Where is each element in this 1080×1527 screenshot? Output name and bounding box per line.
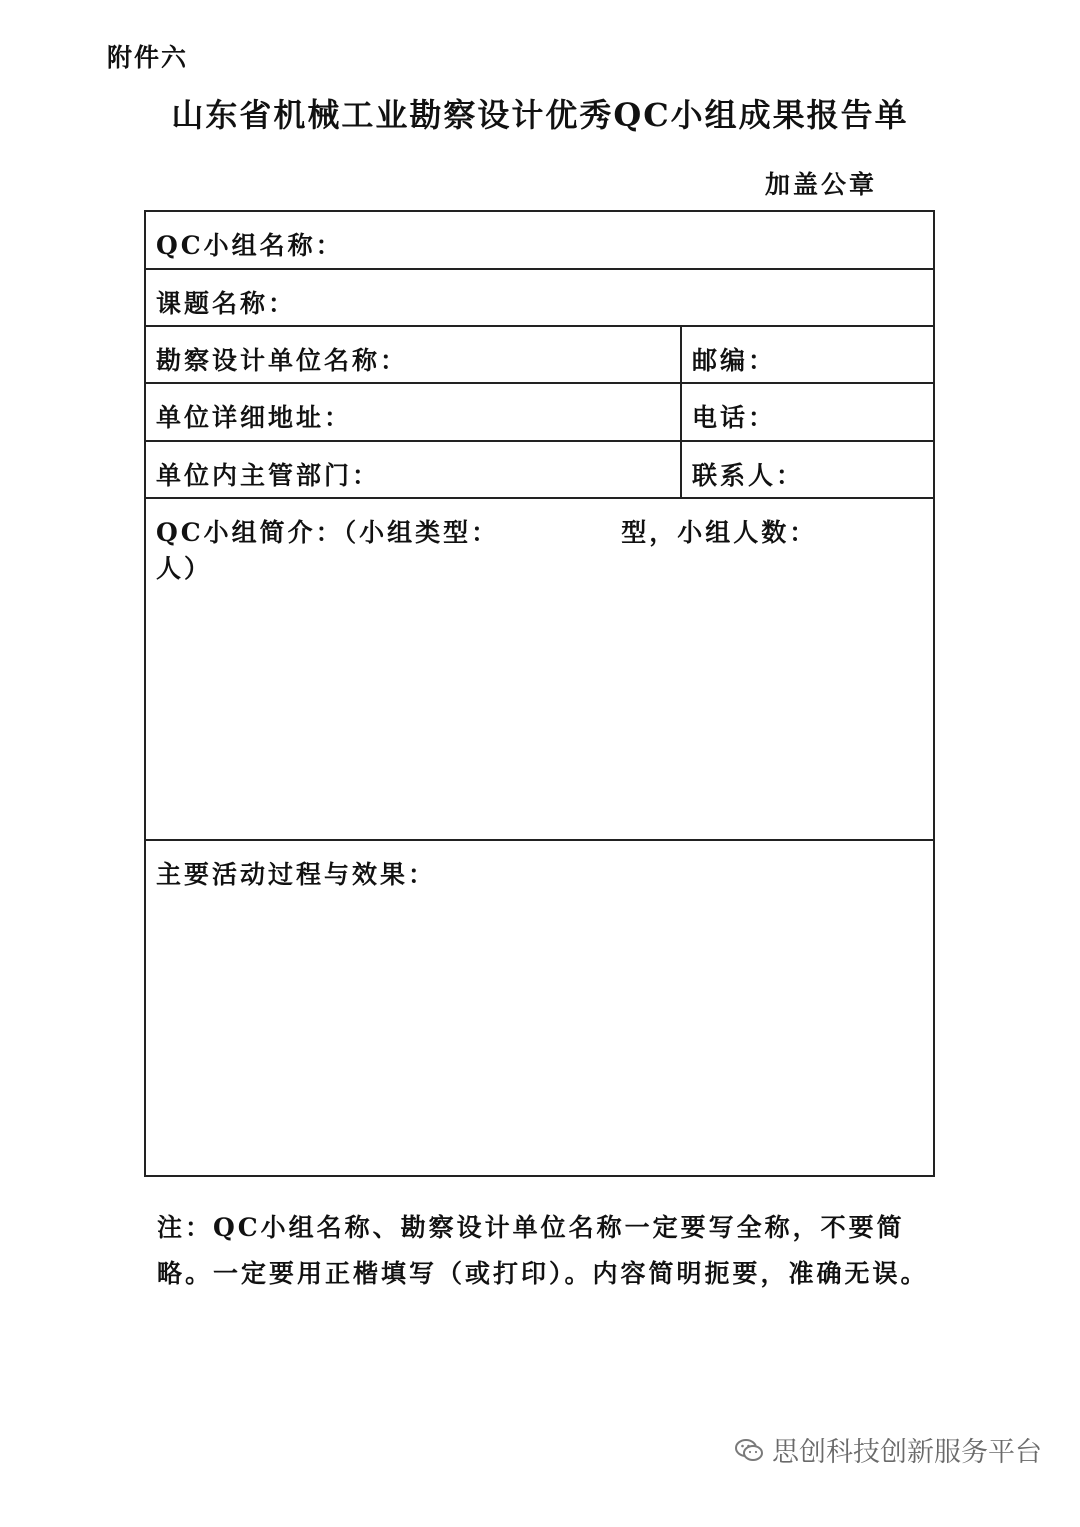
page-title: 山东省机械工业勘察设计优秀QC小组成果报告单	[171, 96, 909, 134]
note-line-1: 注：QC小组名称、勘察设计单位名称一定要写全称，不要简	[157, 1213, 905, 1242]
phone-field[interactable]	[680, 384, 933, 440]
intro-type-suffix: 型，小组人数：	[621, 518, 818, 547]
note-line-2: 略。一定要用正楷填写（或打印）。内容简明扼要，准确无误。	[157, 1259, 929, 1288]
row-topic-name	[146, 270, 933, 327]
report-form	[144, 210, 935, 1177]
note	[157, 1205, 937, 1297]
watermark	[734, 1430, 1042, 1469]
phone-label: 电话：	[692, 403, 777, 432]
department-label: 单位内主管部门：	[156, 461, 381, 490]
contact-label: 联系人：	[692, 461, 805, 490]
design-unit-name-field[interactable]	[146, 327, 680, 382]
intro-field[interactable]	[146, 499, 933, 839]
seal-note: 加盖公章	[765, 170, 878, 199]
row-design-unit	[146, 327, 933, 384]
topic-name-field[interactable]	[146, 270, 933, 325]
row-department	[146, 442, 933, 499]
postcode-field[interactable]	[680, 327, 933, 382]
attachment-label: 附件六	[107, 43, 189, 72]
department-field[interactable]	[146, 442, 680, 497]
wechat-icon	[734, 1437, 764, 1463]
unit-address-label: 单位详细地址：	[156, 403, 353, 432]
topic-name-label: 课题名称：	[156, 289, 297, 318]
qc-group-name-label: QC小组名称：	[156, 231, 344, 260]
row-address	[146, 384, 933, 442]
row-qc-group-name	[146, 212, 933, 270]
design-unit-name-label: 勘察设计单位名称：	[156, 346, 409, 375]
watermark-text: 思创科技创新服务平台	[772, 1437, 1042, 1468]
contact-field[interactable]	[680, 442, 933, 497]
activity-field[interactable]	[146, 841, 933, 1175]
qc-group-name-field[interactable]	[146, 212, 933, 268]
activity-label: 主要活动过程与效果：	[156, 860, 437, 889]
row-activity	[146, 841, 933, 1175]
postcode-label: 邮编：	[692, 346, 777, 375]
unit-address-field[interactable]	[146, 384, 680, 440]
row-intro	[146, 499, 933, 841]
intro-prefix: QC小组简介：（小组类型：	[156, 518, 500, 547]
intro-count-suffix: 人）	[156, 554, 213, 583]
